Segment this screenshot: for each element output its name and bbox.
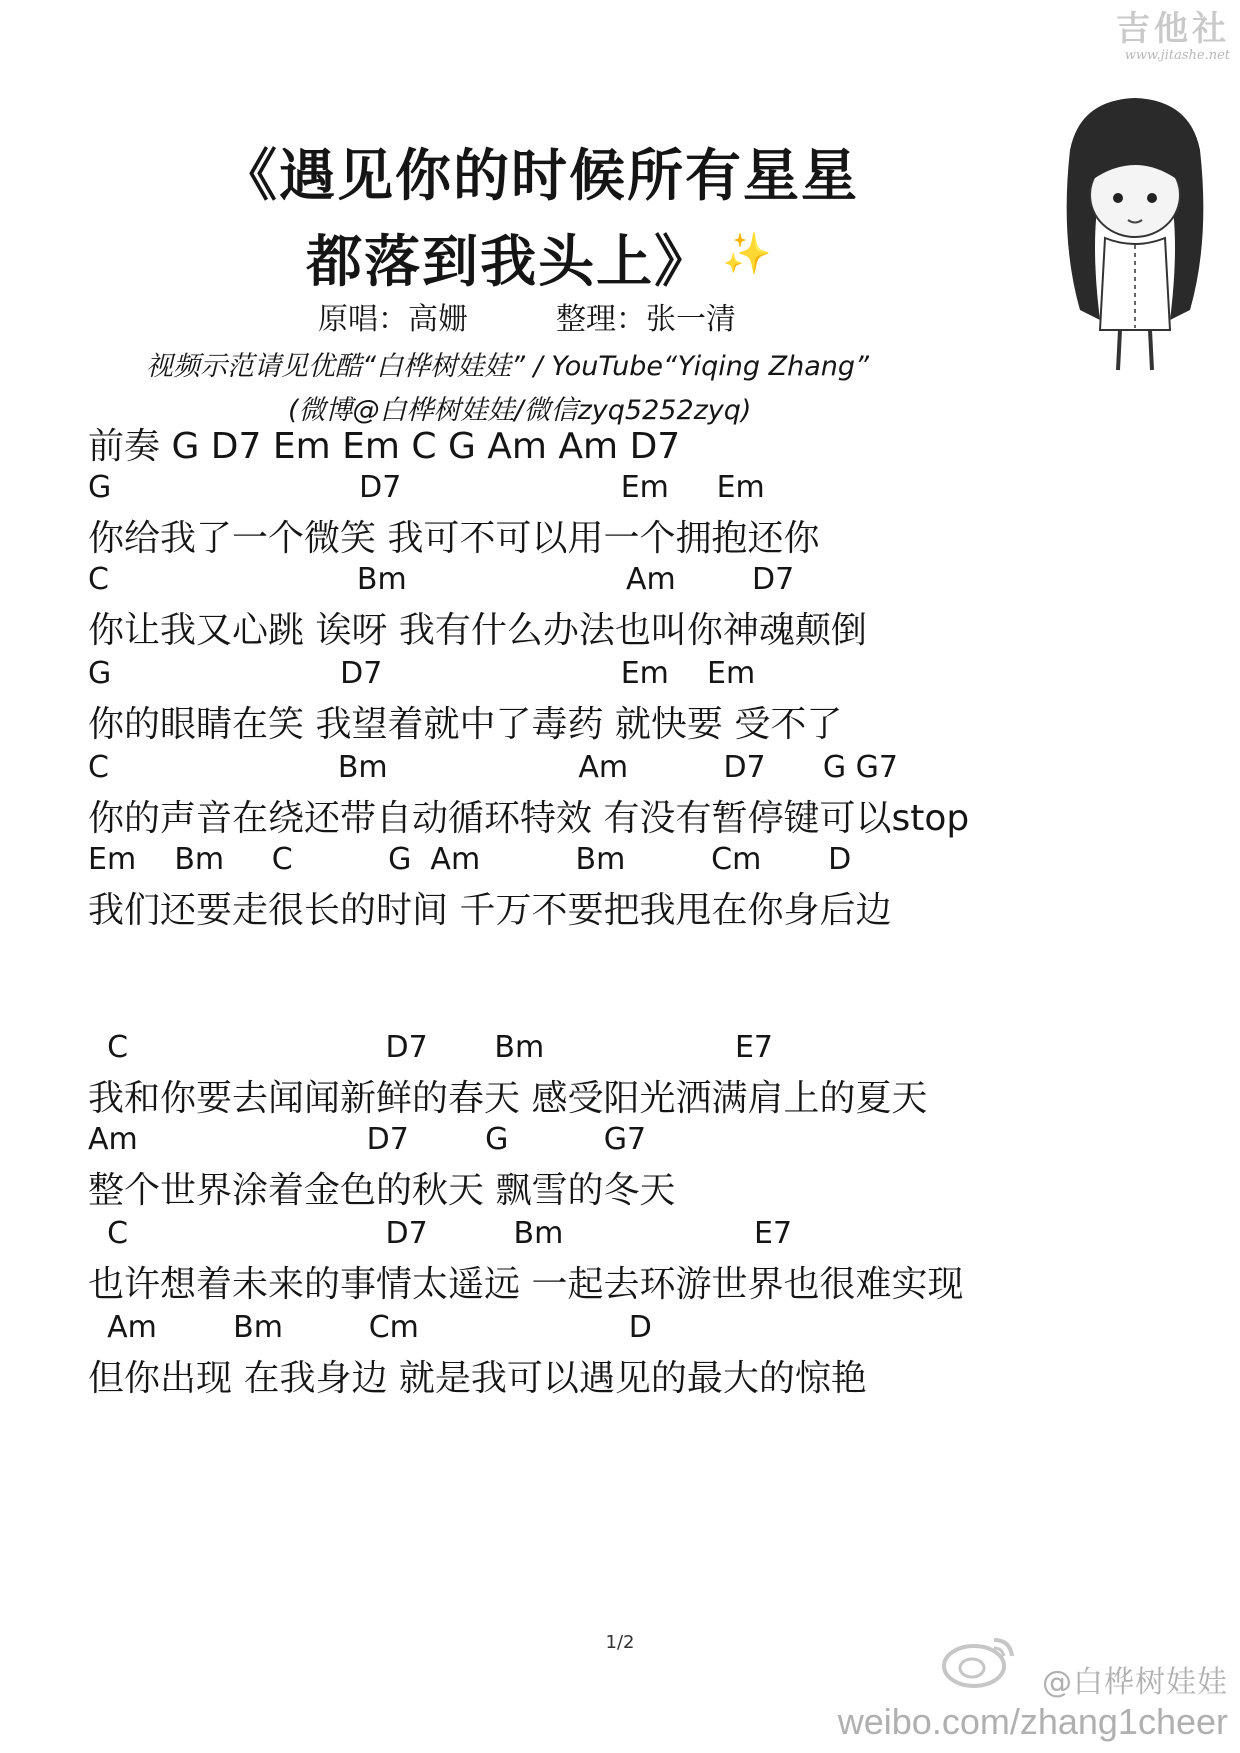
sparkles-icon: ✨: [722, 231, 774, 277]
chord-line: C Bm Am D7: [88, 562, 795, 597]
arranger-credit: 整理：张一清: [556, 302, 736, 337]
singer-credit: 原唱：高姗: [318, 302, 468, 337]
lyric-line: 我和你要去闻闻新鲜的春天 感受阳光洒满肩上的夏天: [88, 1078, 928, 1119]
lyric-line: 整个世界涂着金色的秋天 飘雪的冬天: [88, 1170, 676, 1211]
chord-line: G D7 Em Em: [88, 470, 765, 505]
lyric-line: 我们还要走很长的时间 千万不要把我甩在你身后边: [88, 890, 892, 931]
weibo-handle: @白桦树娃娃: [1042, 1665, 1228, 1700]
lyric-line: 也许想着未来的事情太遥远 一起去环游世界也很难实现: [88, 1264, 964, 1305]
site-watermark: [1116, 10, 1230, 63]
weibo-site: weibo.com/zhang1cheer: [837, 1701, 1228, 1742]
chord-line: G D7 Em Em: [88, 656, 756, 691]
watermark-url: www.jitashe.net: [1124, 48, 1230, 63]
lyric-line: 你给我了一个微笑 我可不可以用一个拥抱还你: [88, 518, 820, 559]
social-note: (微博@白桦树娃娃/微信zyq5252zyq): [288, 395, 752, 426]
chord-line: Em Bm C G Am Bm Cm D: [88, 842, 852, 877]
intro-line: 前奏 G D7 Em Em C G Am Am D7: [88, 426, 681, 467]
lyric-line: 你的眼睛在笑 我望着就中了毒药 就快要 受不了: [88, 704, 843, 745]
lyric-line: 你的声音在绕还带自动循环特效 有没有暂停键可以stop: [88, 798, 970, 839]
chord-line: C D7 Bm E7: [88, 1216, 793, 1251]
chord-line: C Bm Am D7 G G7: [88, 750, 898, 785]
watermark-brand: 吉他社: [1116, 9, 1230, 49]
credits-line: [318, 294, 736, 338]
video-note: 视频示范请见优酷“白桦树娃娃” / YouTube“Yiqing Zhang”: [146, 351, 870, 382]
chord-line: C D7 Bm E7: [88, 1030, 774, 1065]
chord-line: Am D7 G G7: [88, 1122, 647, 1157]
page-number: 1/2: [605, 1632, 635, 1653]
page-title-line1: 《遇见你的时候所有星星: [221, 144, 859, 209]
weibo-watermark: [838, 1657, 1228, 1743]
lyric-line: 你让我又心跳 诶呀 我有什么办法也叫你神魂颠倒: [88, 610, 867, 651]
page-title-line2-wrap: [0, 218, 1080, 298]
chord-line: Am Bm Cm D: [88, 1310, 652, 1345]
page-title-line2: 都落到我头上》: [306, 230, 713, 295]
lyric-line: 但你出现 在我身边 就是我可以遇见的最大的惊艳: [88, 1358, 867, 1399]
girl-avatar-illustration: [1040, 80, 1230, 380]
